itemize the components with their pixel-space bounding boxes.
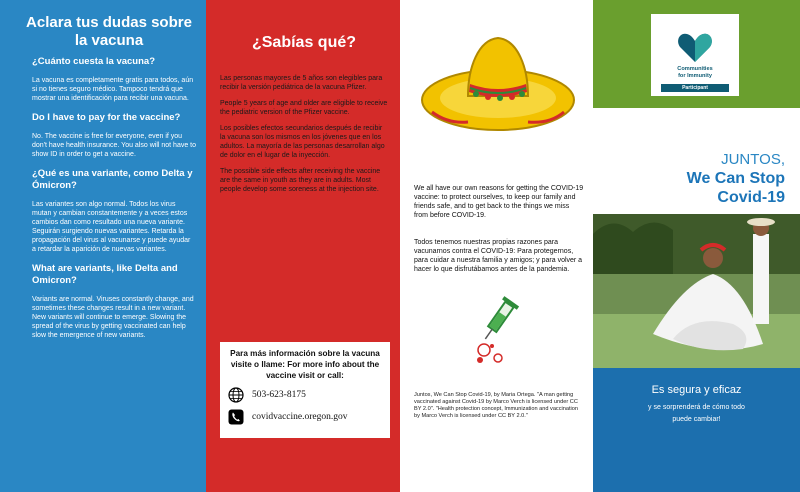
website-row[interactable] <box>228 409 382 425</box>
fact-paragraph: People 5 years of age and older are eligible to receive the pediatric version of the Pfizer vaccine. <box>220 100 388 116</box>
cover-tagline: Es segura y eficaz <box>651 384 742 396</box>
phone-number[interactable]: 503-623-8175 <box>252 390 306 400</box>
reasons-paragraph-en: We all have our own reasons for getting the COVID-19 vaccine: to protect ourselves, to keep our family and friends safe, and to get back to the things we miss from before COVID-19. <box>414 185 584 219</box>
fact-paragraph: The possible side effects after receiving the vaccine are the same in youth as they are in adults. Most people develop some soreness at the injection site. <box>220 168 381 193</box>
faq-title: Aclara tus dudas sobre la vacuna <box>26 14 192 49</box>
cover-title <box>593 150 785 207</box>
reasons-paragraph-es: Todos tenemos nuestras propias razones para vacunarnos contra el COVID-19: Para protegernos, para cuidar a nuestra familia y amigos; y para volver a hacer lo que disfrutábamos antes de la pandemia. <box>414 239 583 273</box>
participant-badge: Participant <box>661 84 729 92</box>
contact-box <box>220 342 390 438</box>
faq-answer: Las variantes son algo normal. Todos los virus mutan y cambian constantemente y a veces estos cambios dan como resultado una nueva variante. Seguirán surgiendo nuevas variantes. Retarda la propagación del virus al vacunarse y puede ayudar a retardar la aparición de nuevas variantes. <box>32 201 191 253</box>
did-you-know-title: ¿Sabías qué? <box>251 34 357 51</box>
faq-question: ¿Cuánto cuesta la vacuna? <box>32 56 156 67</box>
phone-icon <box>228 409 244 425</box>
cover-subline: y se sorprenderá de cómo todo <box>648 404 745 411</box>
communities-for-immunity-logo <box>651 14 739 96</box>
image-credit: Juntos, We Can Stop Covid-19, by Maria Ortega. "A man getting vaccinated against Covid-19 by Marco Verch is licensed under CC BY 2.0". "Health protection concept, Immunization and vaccination by Marco Verch is licensed under CC BY 2.0." <box>414 392 579 419</box>
faq-question: What are variants, like Delta and Omicron? <box>32 263 178 286</box>
faq-answer: No. The vaccine is free for everyone, even if you don't have health insurance. You also will not have to show ID in order to get a vaccine. <box>32 133 197 158</box>
cover-panel <box>593 0 800 492</box>
cover-title-line: We Can Stop <box>686 170 785 187</box>
fact-paragraph: Los posibles efectos secundarios después de recibir la vacuna son los mismos en los jóvenes que en los adultos. La mayoría de las personas desarrollan algo de dolor en el lugar de la inyección. <box>220 125 385 159</box>
contact-header: Para más información sobre la vacuna visite o llame: For more info about the vaccine visit or call: <box>230 349 380 380</box>
cover-subline: puede cambiar! <box>672 416 721 423</box>
dancers-photo <box>593 214 800 368</box>
faq-panel <box>0 0 206 492</box>
faq-answer: Variants are normal. Viruses constantly change, and sometimes these changes result in a new variant. New variants will continue to emerge. Slowing the spread of the virus by getting vaccinated can help slow the emergence of new variants. <box>32 296 194 339</box>
sombrero-illustration <box>418 28 578 138</box>
cover-tagline-box <box>593 368 800 492</box>
reasons-panel <box>400 0 593 492</box>
phone-row[interactable] <box>228 387 382 403</box>
cover-header <box>593 0 800 108</box>
globe-icon <box>228 387 244 403</box>
cover-title-line: Covid-19 <box>717 189 785 206</box>
logo-text: for Immunity <box>678 73 712 79</box>
faq-question: ¿Qué es una variante, como Delta y Ómicron? <box>32 168 193 191</box>
cover-title-line: JUNTOS, <box>721 151 785 168</box>
faq-question: Do I have to pay for the vaccine? <box>32 112 181 123</box>
fact-paragraph: Las personas mayores de 5 años son elegibles para recibir la versión pediátrica de la vacuna Pfizer. <box>220 75 383 91</box>
did-you-know-panel <box>206 0 400 492</box>
syringe-illustration <box>470 292 522 366</box>
website-link[interactable]: covidvaccine.oregon.gov <box>252 412 348 422</box>
faq-answer: La vacuna es completamente gratis para todos, aún si no tienes seguro médico. Tampoco tendrá que mostrar una identificación para recibir una vacuna. <box>32 77 194 102</box>
logo-text: Communities <box>677 66 713 72</box>
